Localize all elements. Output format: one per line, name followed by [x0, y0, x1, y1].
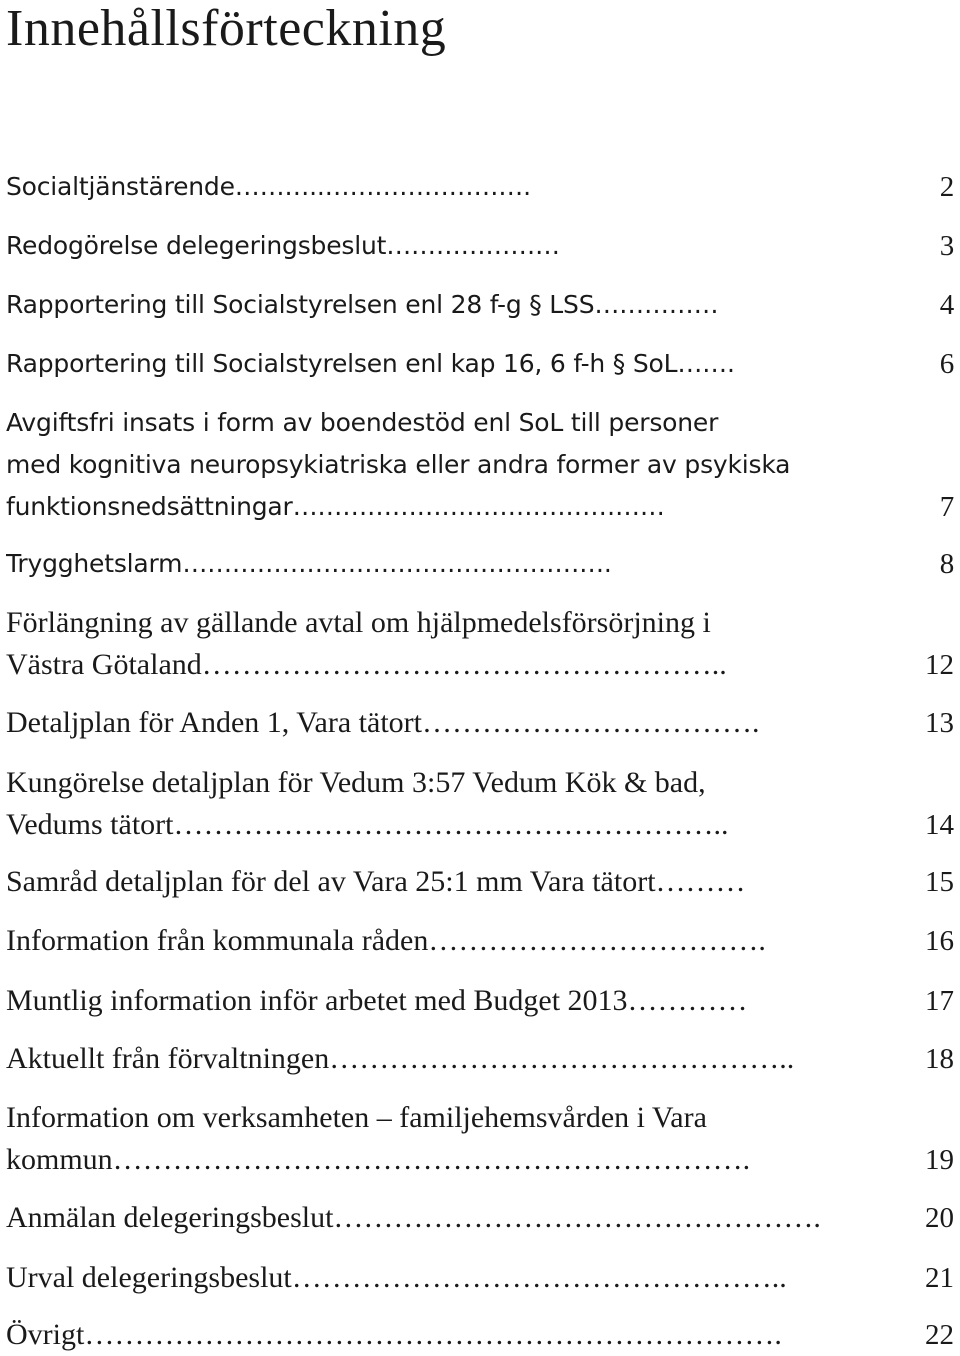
toc-entry-text: Avgiftsfri insats i form av boendestöd enl SoL till personer	[6, 408, 719, 437]
toc-entry[interactable]	[6, 1257, 954, 1299]
toc-entry[interactable]	[6, 543, 954, 585]
toc-page-number: 14	[925, 809, 954, 841]
toc-page-number: 2	[939, 171, 954, 203]
toc-page-number: 20	[925, 1202, 954, 1234]
toc-entry-text: Anmälan delegeringsbeslut………………………………………….	[6, 1201, 821, 1234]
toc-entry-text: Muntlig information inför arbetet med Budget 2013…………	[6, 984, 748, 1017]
toc-page-number: 17	[925, 985, 954, 1017]
toc-entry-text: Övrigt…………………………………………………………….	[6, 1318, 782, 1351]
toc-page-number: 18	[925, 1043, 954, 1075]
toc-entry-text: Redogörelse delegeringsbeslut…………………	[6, 231, 560, 260]
toc-entry-text: Rapportering till Socialstyrelsen enl kap 16, 6 f-h § SoL…….	[6, 349, 735, 378]
toc-entry[interactable]	[6, 762, 954, 846]
page-title: Innehållsförteckning	[6, 0, 447, 57]
toc-page-number: 4	[939, 289, 954, 321]
toc-entry[interactable]	[6, 402, 954, 528]
toc-entry[interactable]	[6, 602, 954, 686]
toc-page-number: 19	[925, 1144, 954, 1176]
toc-entry[interactable]	[6, 166, 954, 208]
toc-page-number: 15	[925, 866, 954, 898]
toc-entry[interactable]	[6, 861, 954, 903]
toc-entry-text: kommun……………………………………………………….	[6, 1143, 751, 1176]
toc-entry-text: Kungörelse detaljplan för Vedum 3:57 Vedum Kök & bad,	[6, 766, 706, 799]
toc-entry-text: Förlängning av gällande avtal om hjälpmedelsförsörjning i	[6, 606, 711, 639]
toc-entry[interactable]	[6, 284, 954, 326]
toc-entry-text: Information om verksamheten – familjehemsvården i Vara	[6, 1101, 707, 1134]
toc-entry-text: Socialtjänstärende………..…………………….	[6, 172, 531, 201]
toc-page-number: 3	[939, 230, 954, 262]
toc-entry-text: Information från kommunala råden…………………………….	[6, 924, 766, 957]
toc-entry[interactable]	[6, 343, 954, 385]
toc-entry[interactable]	[6, 980, 954, 1022]
toc-entry[interactable]	[6, 702, 954, 744]
toc-page-number: 21	[925, 1262, 954, 1294]
toc-page-number: 12	[925, 649, 954, 681]
toc-page-number: 7	[939, 491, 954, 523]
toc-page-number: 16	[925, 925, 954, 957]
toc-entry-text: Detaljplan för Anden 1, Vara tätort…………………………….	[6, 706, 760, 739]
toc-page-number: 6	[939, 348, 954, 380]
toc-entry[interactable]	[6, 1197, 954, 1239]
toc-entry[interactable]	[6, 920, 954, 962]
toc-page-number: 22	[925, 1319, 954, 1351]
toc-entry-text: funktionsnedsättningar………………………………………	[6, 492, 665, 521]
toc-page-number: 8	[939, 548, 954, 580]
toc-entry[interactable]	[6, 1097, 954, 1181]
toc-entry-text: Aktuellt från förvaltningen………………………………………..	[6, 1042, 795, 1075]
toc-entry-text: Urval delegeringsbeslut…………………………………………..	[6, 1261, 787, 1294]
toc-entry-text: Vedums tätort………………………………………………..	[6, 808, 729, 841]
toc-entry[interactable]	[6, 1314, 954, 1356]
toc-entry-text: Trygghetslarm…………………………………………….	[6, 549, 612, 578]
toc-entry-text: med kognitiva neuropsykiatriska eller andra former av psykiska	[6, 450, 791, 479]
toc-entry[interactable]	[6, 225, 954, 267]
toc-entry[interactable]	[6, 1038, 954, 1080]
toc-entry-text: Samråd detaljplan för del av Vara 25:1 mm Vara tätort………	[6, 865, 746, 898]
toc-page-number: 13	[925, 707, 954, 739]
toc-entry-text: Västra Götaland……………………………………………..	[6, 648, 727, 681]
toc-entry-text: Rapportering till Socialstyrelsen enl 28 f-g § LSS……………	[6, 290, 719, 319]
